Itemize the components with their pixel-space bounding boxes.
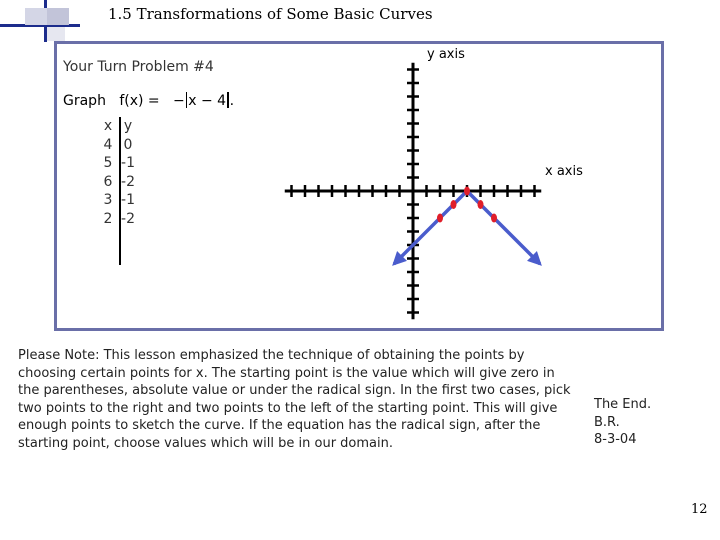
y-header: y xyxy=(123,118,133,134)
page-number: 12 xyxy=(691,502,708,517)
end-text: The End. xyxy=(594,397,652,412)
slide-title: 1.5 Transformations of Some Basic Curves xyxy=(108,5,433,23)
y-value: -1 xyxy=(121,192,135,208)
curve-right-branch xyxy=(467,191,540,264)
signature-block xyxy=(594,396,651,449)
coordinate-graph xyxy=(57,44,661,328)
plotted-point xyxy=(478,200,484,209)
equation-lhs: f(x) = xyxy=(119,93,160,109)
x-value: 4 xyxy=(103,136,113,153)
plotted-point xyxy=(451,200,457,209)
curve-left-branch xyxy=(394,191,467,264)
decor-square xyxy=(47,27,65,41)
y-value: 0 xyxy=(123,136,133,153)
decor-square xyxy=(47,8,69,25)
x-value: 2 xyxy=(103,210,113,227)
author-initials: B.R. xyxy=(594,414,620,430)
x-axis-label: x axis xyxy=(545,164,583,179)
y-axis-label: y axis xyxy=(427,47,465,62)
plotted-point xyxy=(491,214,497,223)
x-value: 5 xyxy=(103,155,113,171)
y-value: -2 xyxy=(121,210,135,227)
equation-inside: x − 4 xyxy=(188,93,227,109)
date-text: 8-3-04 xyxy=(594,432,637,447)
equation-period: . xyxy=(229,93,235,109)
problem-title: Your Turn Problem #4 xyxy=(63,59,214,75)
lesson-note: Please Note: This lesson emphasized the technique of obtaining the points by choosing certain points for x. The starting point is the value which will give zero in the parentheses, absolute value or under the radical sign. In the first two cases, pick two points to the right and two points to the left of the starting point. This will give enough points to sketch the curve. If the equation has the radical sign, after the starting point, choose values which will be in our domain. xyxy=(18,348,571,451)
plotted-point xyxy=(437,214,443,223)
plotted-point xyxy=(464,187,470,196)
equation-minus: − xyxy=(173,93,185,109)
problem-panel xyxy=(54,41,664,331)
y-value: -1 xyxy=(121,155,135,171)
equation-graph-word: Graph xyxy=(63,93,106,109)
x-header: x xyxy=(103,118,113,134)
x-value: 3 xyxy=(103,192,113,208)
x-value: 6 xyxy=(103,173,113,190)
decor-square xyxy=(25,8,47,25)
y-value: -2 xyxy=(121,173,135,190)
